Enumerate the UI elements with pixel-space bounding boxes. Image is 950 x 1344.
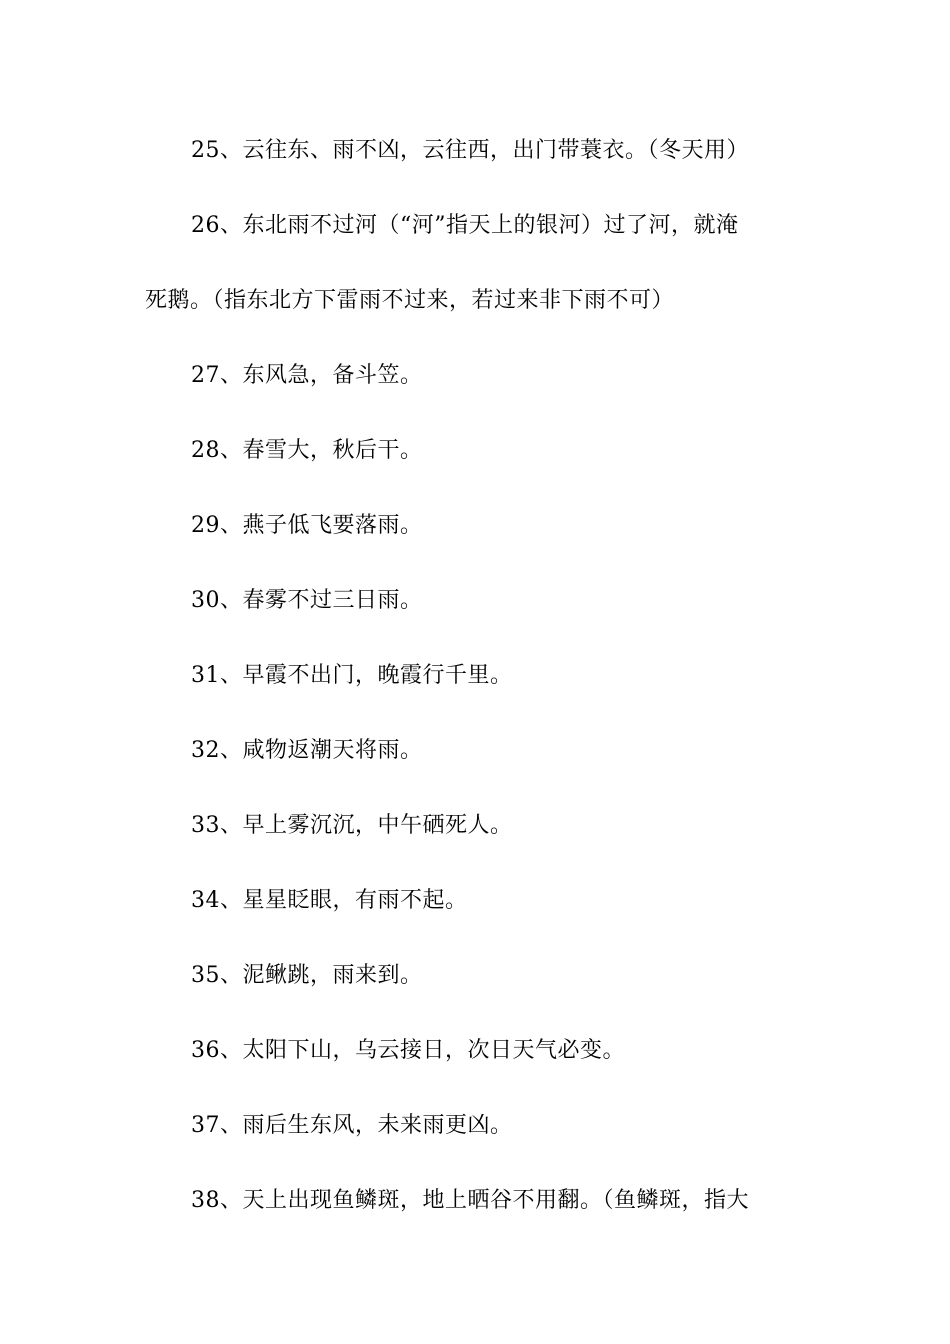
proverb-31: 31、早霞不出门，晚霞行千里。 <box>191 663 513 688</box>
proverb-38: 38、天上出现鱼鳞斑，地上晒谷不用翻。（鱼鳞斑，指大 <box>191 1188 749 1213</box>
proverb-26-continued: 死鹅。（指东北方下雷雨不过来，若过来非下雨不可） <box>145 288 675 313</box>
proverb-32: 32、咸物返潮天将雨。 <box>191 738 423 763</box>
proverb-33: 33、早上雾沉沉，中午硒死人。 <box>191 813 513 838</box>
proverb-28: 28、春雪大，秋后干。 <box>191 438 423 463</box>
proverb-36: 36、太阳下山，乌云接日，次日天气必变。 <box>191 1038 625 1063</box>
proverb-30: 30、春雾不过三日雨。 <box>191 588 423 613</box>
proverb-27: 27、东风急，备斗笠。 <box>191 363 423 388</box>
proverb-29: 29、燕子低飞要落雨。 <box>191 513 423 538</box>
proverb-34: 34、星星眨眼，有雨不起。 <box>191 888 468 913</box>
proverb-35: 35、泥鳅跳，雨来到。 <box>191 963 423 988</box>
proverb-25: 25、云往东、雨不凶，云往西，出门带蓑衣。（冬天用） <box>191 138 749 163</box>
proverb-37: 37、雨后生东风，未来雨更凶。 <box>191 1113 513 1138</box>
proverb-26: 26、东北雨不过河（“河”指天上的银河）过了河，就淹 <box>191 213 739 238</box>
